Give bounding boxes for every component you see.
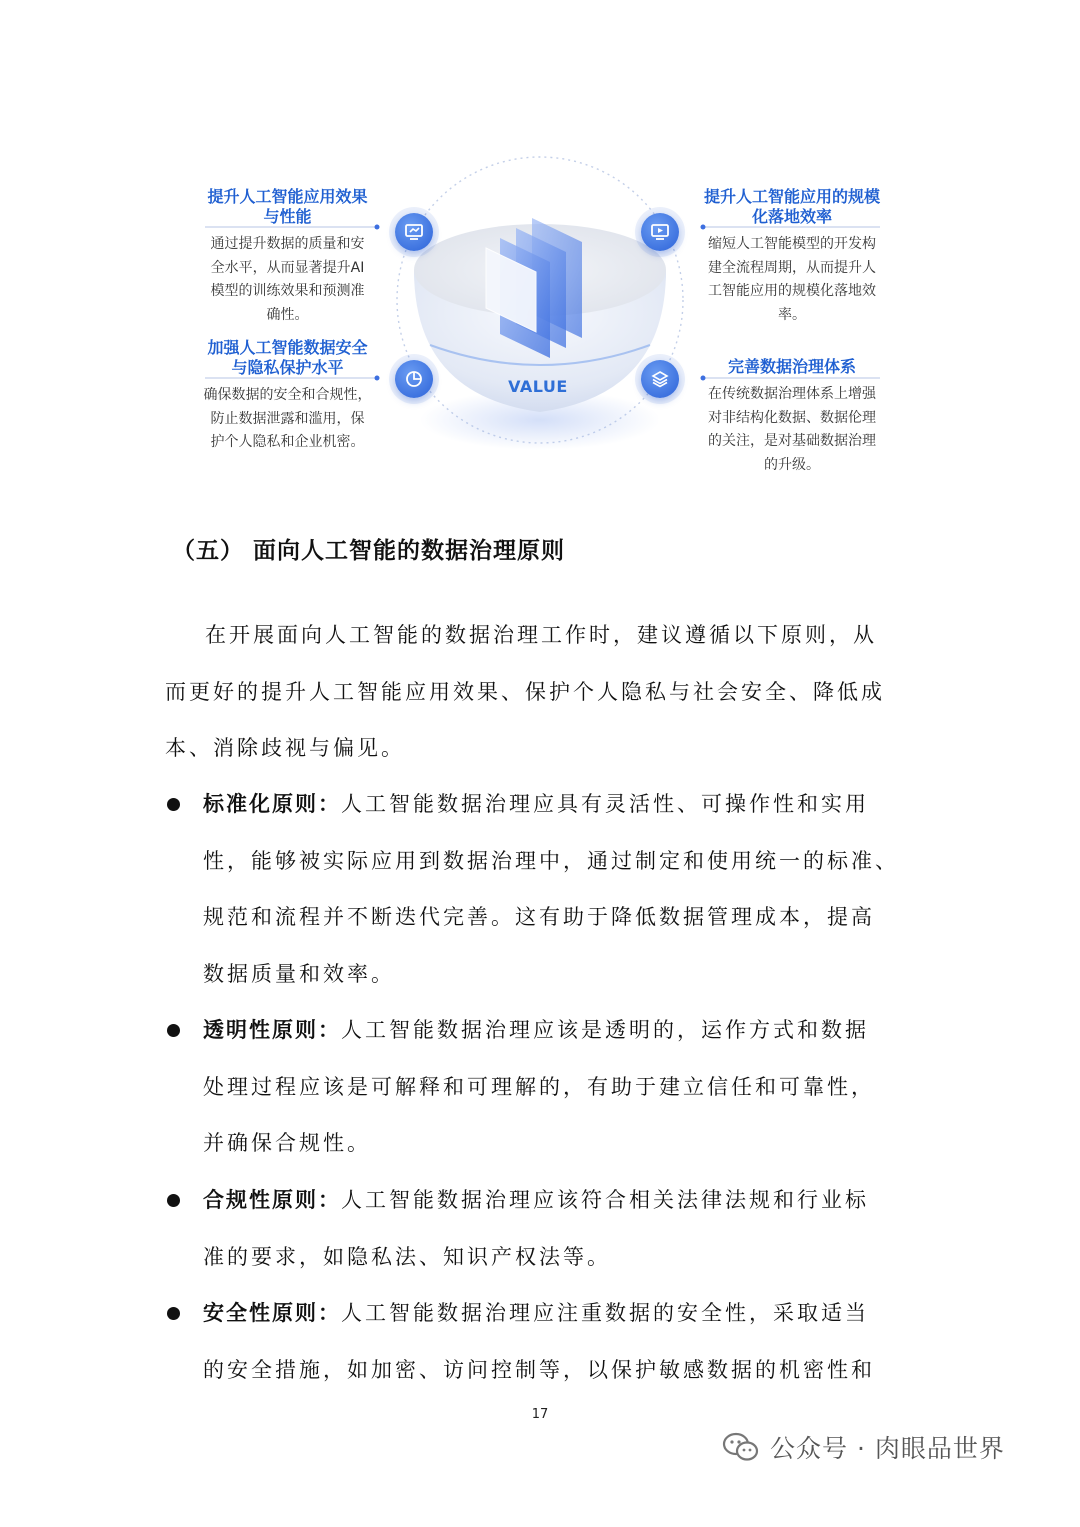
watermark xyxy=(722,1427,1005,1467)
callout-description: 在传统数据治理体系上增强 对非结构化数据、数据伦理 的关注，是对基础数据治理 的升级。 xyxy=(708,386,876,473)
callout-top-right xyxy=(697,187,887,327)
callout-description: 缩短人工智能模型的开发构 建全流程周期，从而提升人 工智能应用的规模化落地效 率。 xyxy=(708,236,876,323)
callout-top-left xyxy=(195,187,380,327)
callout-bottom-left xyxy=(195,338,380,455)
bullet-icon xyxy=(167,798,180,811)
intro-paragraph: 在开展面向人工智能的数据治理工作时，建议遵循以下原则，从 而更好的提升人工智能应用效果、保护个人隐私与社会安全、降低成 本、消除歧视与偏见。 xyxy=(165,623,885,760)
principle-compliance: 合规性原则：人工智能数据治理应该符合相关法律法规和行业标 准的要求，如隐私法、知识产权法等。 xyxy=(165,1172,935,1285)
callout-title: 加强人工智能数据安全 与隐私保护水平 xyxy=(207,338,368,377)
callout-title: 提升人工智能应用效果 与性能 xyxy=(207,187,368,226)
value-figure xyxy=(0,150,1080,490)
connector-lines xyxy=(0,150,1080,490)
principle-security: 安全性原则：人工智能数据治理应注重数据的安全性，采取适当 的安全措施，如加密、访问控制等，以保护敏感数据的机密性和 xyxy=(165,1285,935,1398)
bullet-icon xyxy=(167,1194,180,1207)
principle-lead: 安全性原则： xyxy=(203,1300,341,1325)
bullet-icon xyxy=(167,1307,180,1320)
bullet-icon xyxy=(167,1024,180,1037)
principle-lead: 透明性原则： xyxy=(203,1017,341,1042)
principle-lead: 标准化原则： xyxy=(203,791,341,816)
value-label: VALUE xyxy=(508,377,568,396)
callout-description: 确保数据的安全和合规性， 防止数据泄露和滥用，保 护个人隐私和企业机密。 xyxy=(203,387,372,450)
callout-title: 提升人工智能应用的规模 化落地效率 xyxy=(703,187,880,226)
callout-description: 通过提升数据的质量和安 全水平，从而显著提升AI 模型的训练效果和预测准 确性。 xyxy=(210,236,365,323)
callout-bottom-right xyxy=(697,357,887,477)
principle-transparency: 透明性原则：人工智能数据治理应该是透明的，运作方式和数据 处理过程应该是可解释和可理解的，有助于建立信任和可靠性， 并确保合规性。 xyxy=(165,1002,935,1172)
section-heading: （五） 面向人工智能的数据治理原则 xyxy=(172,537,566,564)
callout-title: 完善数据治理体系 xyxy=(727,357,856,376)
principle-lead: 合规性原则： xyxy=(203,1187,341,1212)
wechat-icon xyxy=(722,1431,760,1463)
watermark-text: 公众号 · 肉眼品世界 xyxy=(770,1434,1005,1463)
page-number: 17 xyxy=(531,1407,549,1422)
principle-standardization: 标准化原则：人工智能数据治理应具有灵活性、可操作性和实用 性，能够被实际应用到数据治理中，通过制定和使用统一的标准、 规范和流程并不断迭代完善。这有助于降低数据管理成本，提高 数据质量和效率。 xyxy=(165,776,935,1002)
